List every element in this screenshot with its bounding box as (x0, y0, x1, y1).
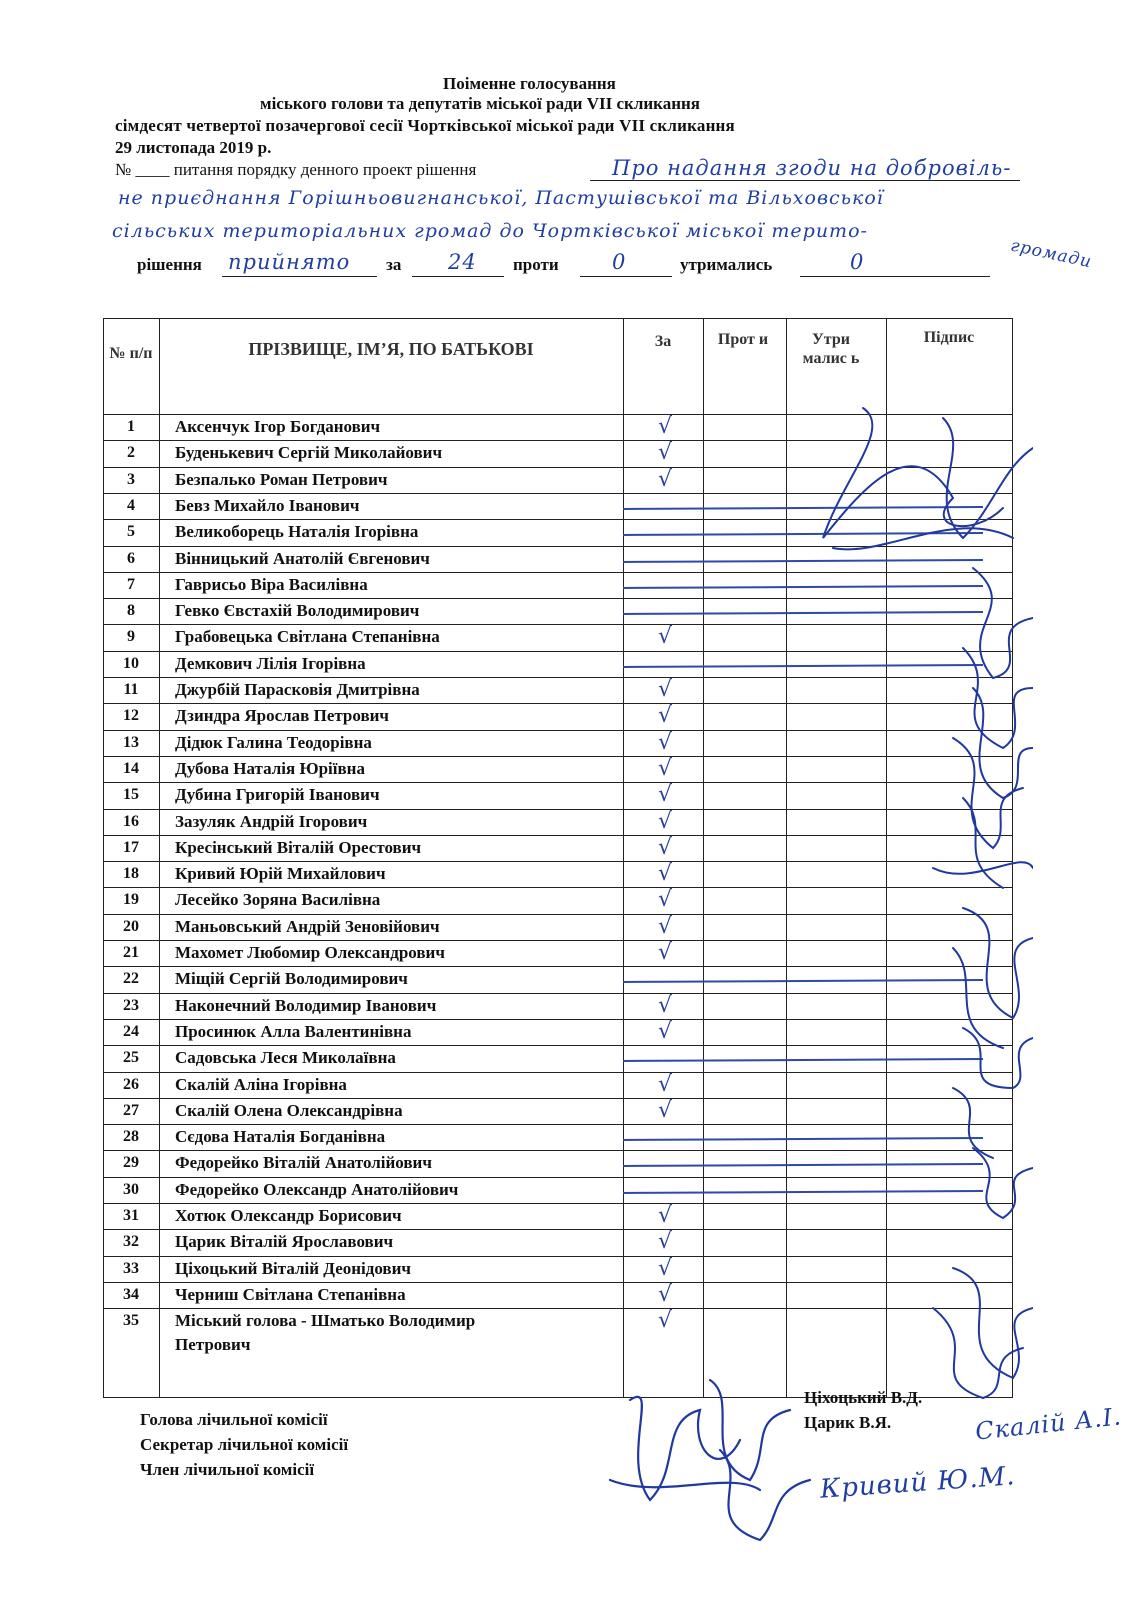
vote-check-icon: √ (658, 1281, 673, 1307)
vote-check-icon: √ (658, 1308, 673, 1334)
deputy-name: Міський голова - Шматько Володимир (175, 1311, 476, 1331)
deputy-name: Дубина Григорій Іванович (175, 785, 380, 805)
row-number: 27 (123, 1101, 139, 1119)
deputy-name: Садовська Леся Миколаївна (175, 1048, 396, 1068)
row-number: 5 (127, 523, 135, 541)
vote-check-icon: √ (658, 440, 673, 466)
vote-check-icon: √ (658, 466, 673, 492)
row-number: 17 (123, 838, 139, 856)
deputy-name: Бевз Михайло Іванович (175, 495, 360, 515)
row-number: 25 (123, 1049, 139, 1067)
underline (800, 276, 990, 277)
row-number: 33 (123, 1259, 139, 1277)
row-number: 31 (123, 1207, 139, 1224)
row-number: 20 (123, 917, 139, 935)
underline (222, 276, 377, 277)
col-header-utr: Утри малис ь (802, 331, 860, 367)
deputy-name: Демкович Лілія Ігорівна (175, 653, 366, 673)
deputy-name: Хотюк Олександр Борисович (175, 1206, 402, 1225)
agenda-item-text-2: не приєднання Горішньовигнанської, Пастушівської та Вільховської (118, 187, 884, 209)
decision-label: рішення (137, 255, 202, 274)
proty-label: проти (513, 255, 559, 274)
deputy-name: Федорейко Віталій Анатолійович (175, 1153, 432, 1173)
deputy-name: Черниш Світлана Степанівна (175, 1284, 406, 1304)
row-number: 4 (127, 496, 135, 514)
row-number: 29 (123, 1154, 139, 1172)
row-number: 9 (127, 628, 135, 646)
row-number: 19 (123, 891, 139, 909)
row-number: 22 (123, 970, 139, 988)
member-label: Член лічильної комісії (140, 1460, 315, 1479)
row-number: 14 (123, 759, 139, 777)
deputy-name: Скалій Аліна Ігорівна (175, 1074, 347, 1094)
row-number: 2 (127, 444, 135, 462)
row-number: 21 (123, 944, 139, 961)
vote-check-icon: √ (658, 861, 673, 887)
agenda-item-label: № ____ питання порядку денного проект рішення (115, 160, 477, 179)
vote-check-icon: √ (658, 755, 673, 781)
vote-check-icon: √ (658, 414, 673, 439)
deputy-name: Грабовецька Світлана Степанівна (175, 627, 440, 647)
utr-value: 0 (850, 250, 865, 274)
underline (590, 180, 1020, 181)
vote-check-icon: √ (658, 808, 673, 834)
deputy-name: Буденькевич Сергій Миколайович (175, 443, 443, 463)
row-number: 12 (123, 707, 139, 725)
deputy-name: Дубова Наталія Юріївна (175, 758, 365, 778)
vote-check-icon: √ (658, 624, 673, 650)
row-number: 32 (123, 1233, 139, 1251)
deputy-name: Махомет Любомир Олександрович (175, 943, 445, 962)
deputy-name: Федорейко Олександр Анатолійович (175, 1179, 459, 1199)
vote-check-icon: √ (658, 1203, 673, 1228)
col-header-sign: Підпис (923, 329, 975, 346)
deputy-name: Аксенчук Ігор Богданович (175, 417, 381, 436)
chair-label: Голова лічильної комісії (140, 1410, 328, 1429)
deputy-name: Наконечний Володимир Іванович (175, 995, 437, 1015)
vote-check-icon: √ (658, 1097, 673, 1123)
utr-label: утримались (680, 255, 773, 274)
za-value: 24 (448, 250, 477, 274)
row-number: 13 (123, 733, 139, 751)
deputy-name: Дідюк Галина Теодорівна (175, 732, 372, 752)
vote-check-icon: √ (658, 992, 673, 1018)
row-number: 1 (127, 418, 135, 435)
vote-check-icon: √ (658, 703, 673, 729)
vote-check-icon: √ (658, 677, 673, 702)
secretary-name: Царик В.Я. (804, 1413, 892, 1432)
deputy-name: Джурбій Парасковія Дмитрівна (175, 680, 420, 699)
row-number: 15 (123, 786, 139, 804)
member-sign-1: Скалій А.І. (973, 1402, 1124, 1446)
deputy-name: Ціхоцький Віталій Деонідович (175, 1258, 411, 1278)
deputy-name: Гевко Євстахій Володимирович (175, 601, 420, 621)
deputy-name-cont: Петрович (175, 1335, 251, 1355)
deputy-name: Безпалько Роман Петрович (175, 469, 388, 489)
proty-value: 0 (612, 250, 627, 274)
row-number: 23 (123, 996, 139, 1014)
vote-check-icon: √ (658, 1018, 673, 1044)
vote-check-icon: √ (658, 913, 673, 939)
row-number: 16 (123, 812, 139, 830)
agenda-item-text-3: сільських територіальних громад до Чортківської міської терито- (112, 220, 868, 242)
row-number: 28 (123, 1128, 139, 1146)
vote-check-icon: √ (658, 887, 673, 913)
agenda-item-text-1: Про надання згоди на добровіль- (612, 156, 1012, 180)
deputy-name: Гаврисьо Віра Василівна (175, 574, 368, 594)
underline (580, 276, 672, 277)
commission-signatures (600, 1360, 830, 1560)
deputy-name: Лесейко Зоряна Василівна (175, 890, 381, 910)
row-number: 35 (123, 1312, 139, 1330)
deputy-name: Зазуляк Андрій Ігорович (175, 811, 368, 831)
vote-check-icon: √ (658, 782, 673, 808)
col-header-za: За (654, 333, 672, 350)
row-number: 10 (123, 654, 139, 672)
session-date: 29 листопада 2019 р. (115, 138, 272, 157)
vote-check-icon: √ (658, 834, 673, 860)
deputy-name: Міщій Сергій Володимирович (175, 969, 408, 989)
deputy-name: Сєдова Наталія Богданівна (175, 1127, 386, 1147)
doc-title: Поіменне голосування (443, 74, 616, 93)
deputy-name: Кресінський Віталій Орестович (175, 837, 422, 857)
vote-check-icon: √ (658, 1229, 673, 1255)
deputy-name: Дзиндра Ярослав Петрович (175, 706, 390, 726)
row-number: 34 (123, 1285, 139, 1303)
row-number: 3 (127, 470, 135, 488)
deputy-name: Кривий Юрій Михайлович (175, 864, 386, 884)
chair-name: Ціхоцький В.Д. (804, 1388, 923, 1407)
decision-value: прийнято (228, 250, 351, 274)
deputy-name: Скалій Олена Олександрівна (175, 1100, 403, 1120)
deputy-name: Вінницький Анатолій Євгенович (175, 548, 430, 568)
deputy-name: Царик Віталій Ярославович (175, 1232, 394, 1252)
deputy-name: Маньовський Андрій Зеновійович (175, 916, 440, 936)
row-number: 11 (123, 681, 139, 698)
session-line: сімдесят четвертої позачергової сесії Чортківської міської ради VII скликання (115, 116, 735, 135)
deputy-name: Великоборець Наталія Ігорівна (175, 522, 419, 542)
row-number: 30 (123, 1180, 139, 1198)
row-number: 24 (123, 1022, 139, 1040)
za-label: за (386, 255, 402, 274)
row-number: 18 (123, 865, 139, 883)
member-sign-2: Кривий Ю.М. (819, 1461, 1017, 1505)
vote-check-icon: √ (658, 940, 673, 965)
secretary-label: Секретар лічильної комісії (140, 1435, 349, 1454)
vote-check-icon: √ (658, 729, 673, 755)
row-number: 26 (123, 1075, 139, 1093)
vote-check-icon: √ (658, 1255, 673, 1281)
col-header-name: ПРІЗВИЩЕ, ІМ’Я, ПО БАТЬКОВІ (248, 339, 534, 359)
underline (412, 276, 504, 277)
deputy-name: Просинюк Алла Валентинівна (175, 1021, 412, 1041)
signatures-scribble (803, 388, 1033, 1448)
vote-check-icon: √ (658, 1071, 673, 1097)
col-header-num: № п/п (109, 345, 153, 362)
row-number: 7 (127, 575, 135, 593)
row-number: 8 (127, 602, 135, 620)
doc-subtitle: міського голови та депутатів міської ради VII скликання (260, 94, 700, 113)
agenda-item-tail: громади (1008, 235, 1094, 273)
row-number: 6 (127, 549, 135, 567)
col-header-proty: Прот и (717, 331, 769, 348)
